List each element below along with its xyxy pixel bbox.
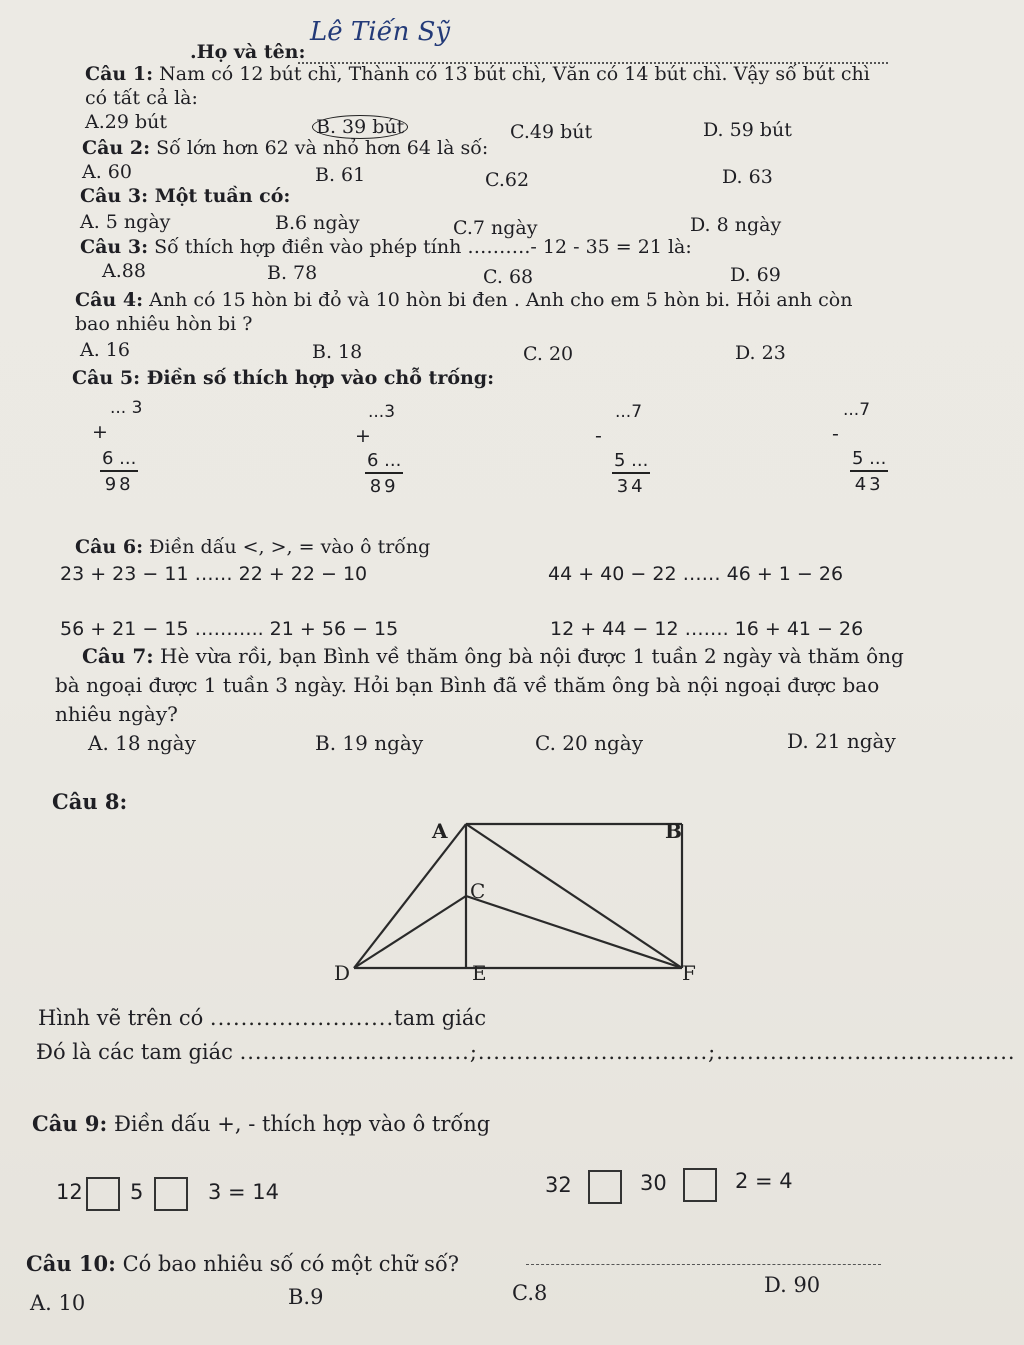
q5-op3-result: 34 (616, 476, 646, 497)
q10-option-a[interactable]: A. 10 (30, 1291, 86, 1315)
q1-text2: có tất cả là: (85, 87, 198, 109)
q4-option-b[interactable]: B. 18 (312, 341, 363, 363)
q1-option-b-label: B. 39 bút (312, 115, 408, 139)
q7-label: Câu 7: (82, 644, 154, 668)
point-f-label: F (682, 961, 696, 985)
q7-text3: nhiêu ngày? (55, 702, 178, 726)
q3b-option-d[interactable]: D. 69 (730, 264, 781, 286)
q9-text (32, 1110, 490, 1138)
q5-op1-result: 98 (104, 474, 134, 495)
q6-text (75, 535, 430, 559)
q7-body: Hè vừa rồi, bạn Bình về thăm ông bà nội được 1 tuần 2 ngày và thăm ông (160, 644, 904, 668)
q1-option-d[interactable]: D. 59 bút (703, 119, 792, 141)
q10-option-b[interactable]: B.9 (288, 1285, 324, 1309)
q5-op3-bottom[interactable] (612, 450, 650, 497)
q9-e1-c: 3 = 14 (208, 1180, 280, 1204)
q3b-body: Số thích hợp điền vào phép tính ……….- 12 - 35 = 21 là: (154, 236, 692, 258)
segment-ad (354, 824, 466, 968)
q5-op4-mid: 5 ... (850, 448, 888, 472)
q2-body: Số lớn hơn 62 và nhỏ hơn 64 là số: (156, 137, 489, 159)
q5-op4-top[interactable]: ...7 (843, 400, 871, 420)
point-d-label: D (334, 961, 351, 985)
q7-option-b[interactable]: B. 19 ngày (315, 731, 424, 755)
q8-line2 (36, 1038, 1016, 1066)
q2-option-a[interactable]: A. 60 (82, 161, 132, 183)
q8-line2-text: Đó là các tam giác (36, 1040, 233, 1064)
q9-e2-box2[interactable] (683, 1168, 717, 1202)
q6-row2-right[interactable]: 12 + 44 − 12 ……. 16 + 41 − 26 (550, 618, 864, 640)
q1-text (85, 62, 870, 86)
q5-op3-sign: - (595, 425, 602, 447)
q1-option-a[interactable]: A.29 bút (85, 111, 168, 133)
q2-option-c[interactable]: C.62 (485, 169, 530, 191)
q3b-label: Câu 3: (80, 236, 149, 258)
q8-line1-tail: tam giác (394, 1006, 487, 1030)
q3a-option-b[interactable]: B.6 ngày (275, 212, 360, 234)
q4-text (75, 288, 852, 312)
q1-label: Câu 1: (85, 63, 154, 85)
q7-text2: bà ngoại được 1 tuần 3 ngày. Hỏi bạn Bình đã về thăm ông bà nội ngoại được bao (55, 673, 880, 697)
q5-op2-result: 89 (369, 476, 399, 497)
q8-label: Câu 8: (52, 789, 128, 814)
q3a-option-c[interactable]: C.7 ngày (453, 217, 538, 239)
q9-e2-box1[interactable] (588, 1170, 622, 1204)
q5-op3-mid: 5 ... (612, 450, 650, 474)
q7-option-a[interactable]: A. 18 ngày (88, 731, 196, 755)
q3a-label: Câu 3: Một tuần có: (80, 185, 291, 207)
segment-cf (466, 896, 682, 968)
q5-op1-sign: + (92, 421, 108, 443)
q5-op1-bottom[interactable] (100, 448, 138, 495)
q6-row2-left[interactable]: 56 + 21 − 15 ……….. 21 + 56 − 15 (60, 618, 399, 640)
q5-op4-sign: - (832, 423, 839, 445)
q9-e2-b: 30 (640, 1171, 667, 1195)
q5-op2-sign: + (355, 425, 371, 447)
q4-option-c[interactable]: C. 20 (523, 343, 574, 365)
q3b-option-c[interactable]: C. 68 (483, 266, 534, 288)
student-name: Lê Tiến Sỹ (310, 17, 451, 47)
q4-label: Câu 4: (75, 289, 144, 311)
q8-line1 (38, 1004, 486, 1032)
point-a-label: A (432, 819, 448, 843)
q6-label: Câu 6: (75, 536, 144, 558)
q4-body: Anh có 15 hòn bi đỏ và 10 hòn bi đen . Anh cho em 5 hòn bi. Hỏi anh còn (149, 289, 853, 311)
q8-line1-text: Hình vẽ trên có (38, 1006, 204, 1030)
q9-e2-c: 2 = 4 (735, 1169, 793, 1193)
q3b-text (80, 235, 692, 259)
q2-text (82, 136, 488, 160)
point-e-label: E (472, 961, 487, 985)
point-b-label: B (665, 819, 682, 843)
q4-option-d[interactable]: D. 23 (735, 342, 786, 364)
q6-row1-left[interactable]: 23 + 23 − 11 …… 22 + 22 − 10 (60, 563, 368, 585)
q8-figure (320, 810, 700, 990)
q4-option-a[interactable]: A. 16 (80, 339, 130, 361)
q10-text (26, 1250, 459, 1278)
q3b-option-a[interactable]: A.88 (102, 260, 146, 282)
q7-option-d[interactable]: D. 21 ngày (787, 729, 896, 753)
q10-option-c[interactable]: C.8 (512, 1281, 548, 1305)
q4-text2: bao nhiêu hòn bi ? (75, 313, 253, 335)
q10-answer-line[interactable] (526, 1262, 881, 1265)
q5-op2-mid: 6 ... (365, 450, 403, 474)
q5-op1-top[interactable]: ... 3 (110, 398, 143, 418)
q9-label: Câu 9: (32, 1111, 108, 1136)
q5-label: Câu 5: Điền số thích hợp vào chỗ trống: (72, 367, 495, 389)
q3b-option-b[interactable]: B. 78 (267, 262, 318, 284)
q9-body: Điền dấu +, - thích hợp vào ô trống (113, 1112, 491, 1136)
segment-dc (354, 896, 466, 968)
q8-triangles-blank[interactable]: ..............................;..............................;....................................... (239, 1040, 1016, 1064)
q3a-option-a[interactable]: A. 5 ngày (80, 211, 171, 233)
q6-row1-right[interactable]: 44 + 40 − 22 …… 46 + 1 − 26 (548, 563, 844, 585)
q3a-option-d[interactable]: D. 8 ngày (690, 214, 782, 236)
q9-e1-box2[interactable] (154, 1177, 188, 1211)
name-label: .Họ và tên: (190, 41, 306, 63)
q10-option-d[interactable]: D. 90 (764, 1273, 821, 1297)
q6-body: Điền dấu <, >, = vào ô trống (149, 536, 431, 558)
q10-label: Câu 10: (26, 1251, 116, 1276)
q7-option-c[interactable]: C. 20 ngày (535, 731, 644, 755)
q2-option-d[interactable]: D. 63 (722, 166, 773, 188)
q5-op4-result: 43 (854, 474, 884, 495)
q10-body: Có bao nhiêu số có một chữ số? (122, 1252, 460, 1276)
q1-option-c[interactable]: C.49 bút (510, 121, 593, 143)
q1-body: Nam có 12 bút chì, Thành có 13 bút chì, Văn có 14 bút chì. Vậy số bút chì (159, 63, 870, 85)
q5-op1-mid: 6 ... (100, 448, 138, 472)
point-c-label: C (470, 879, 486, 903)
q2-label: Câu 2: (82, 137, 151, 159)
segment-af (466, 824, 682, 968)
q8-count-blank[interactable]: ........................ (209, 1006, 395, 1030)
q7-text (82, 642, 904, 670)
q9-e1-box1[interactable] (86, 1177, 120, 1211)
q5-op2-bottom[interactable] (365, 450, 403, 497)
q5-op4-bottom[interactable] (850, 448, 888, 495)
q2-option-b[interactable]: B. 61 (315, 164, 366, 186)
q5-op2-top[interactable]: ...3 (368, 402, 396, 422)
q9-e2-a: 32 (545, 1173, 572, 1197)
q9-e1-a: 12 (56, 1180, 83, 1204)
q9-e1-b: 5 (130, 1180, 144, 1204)
q5-op3-top[interactable]: ...7 (615, 402, 643, 422)
